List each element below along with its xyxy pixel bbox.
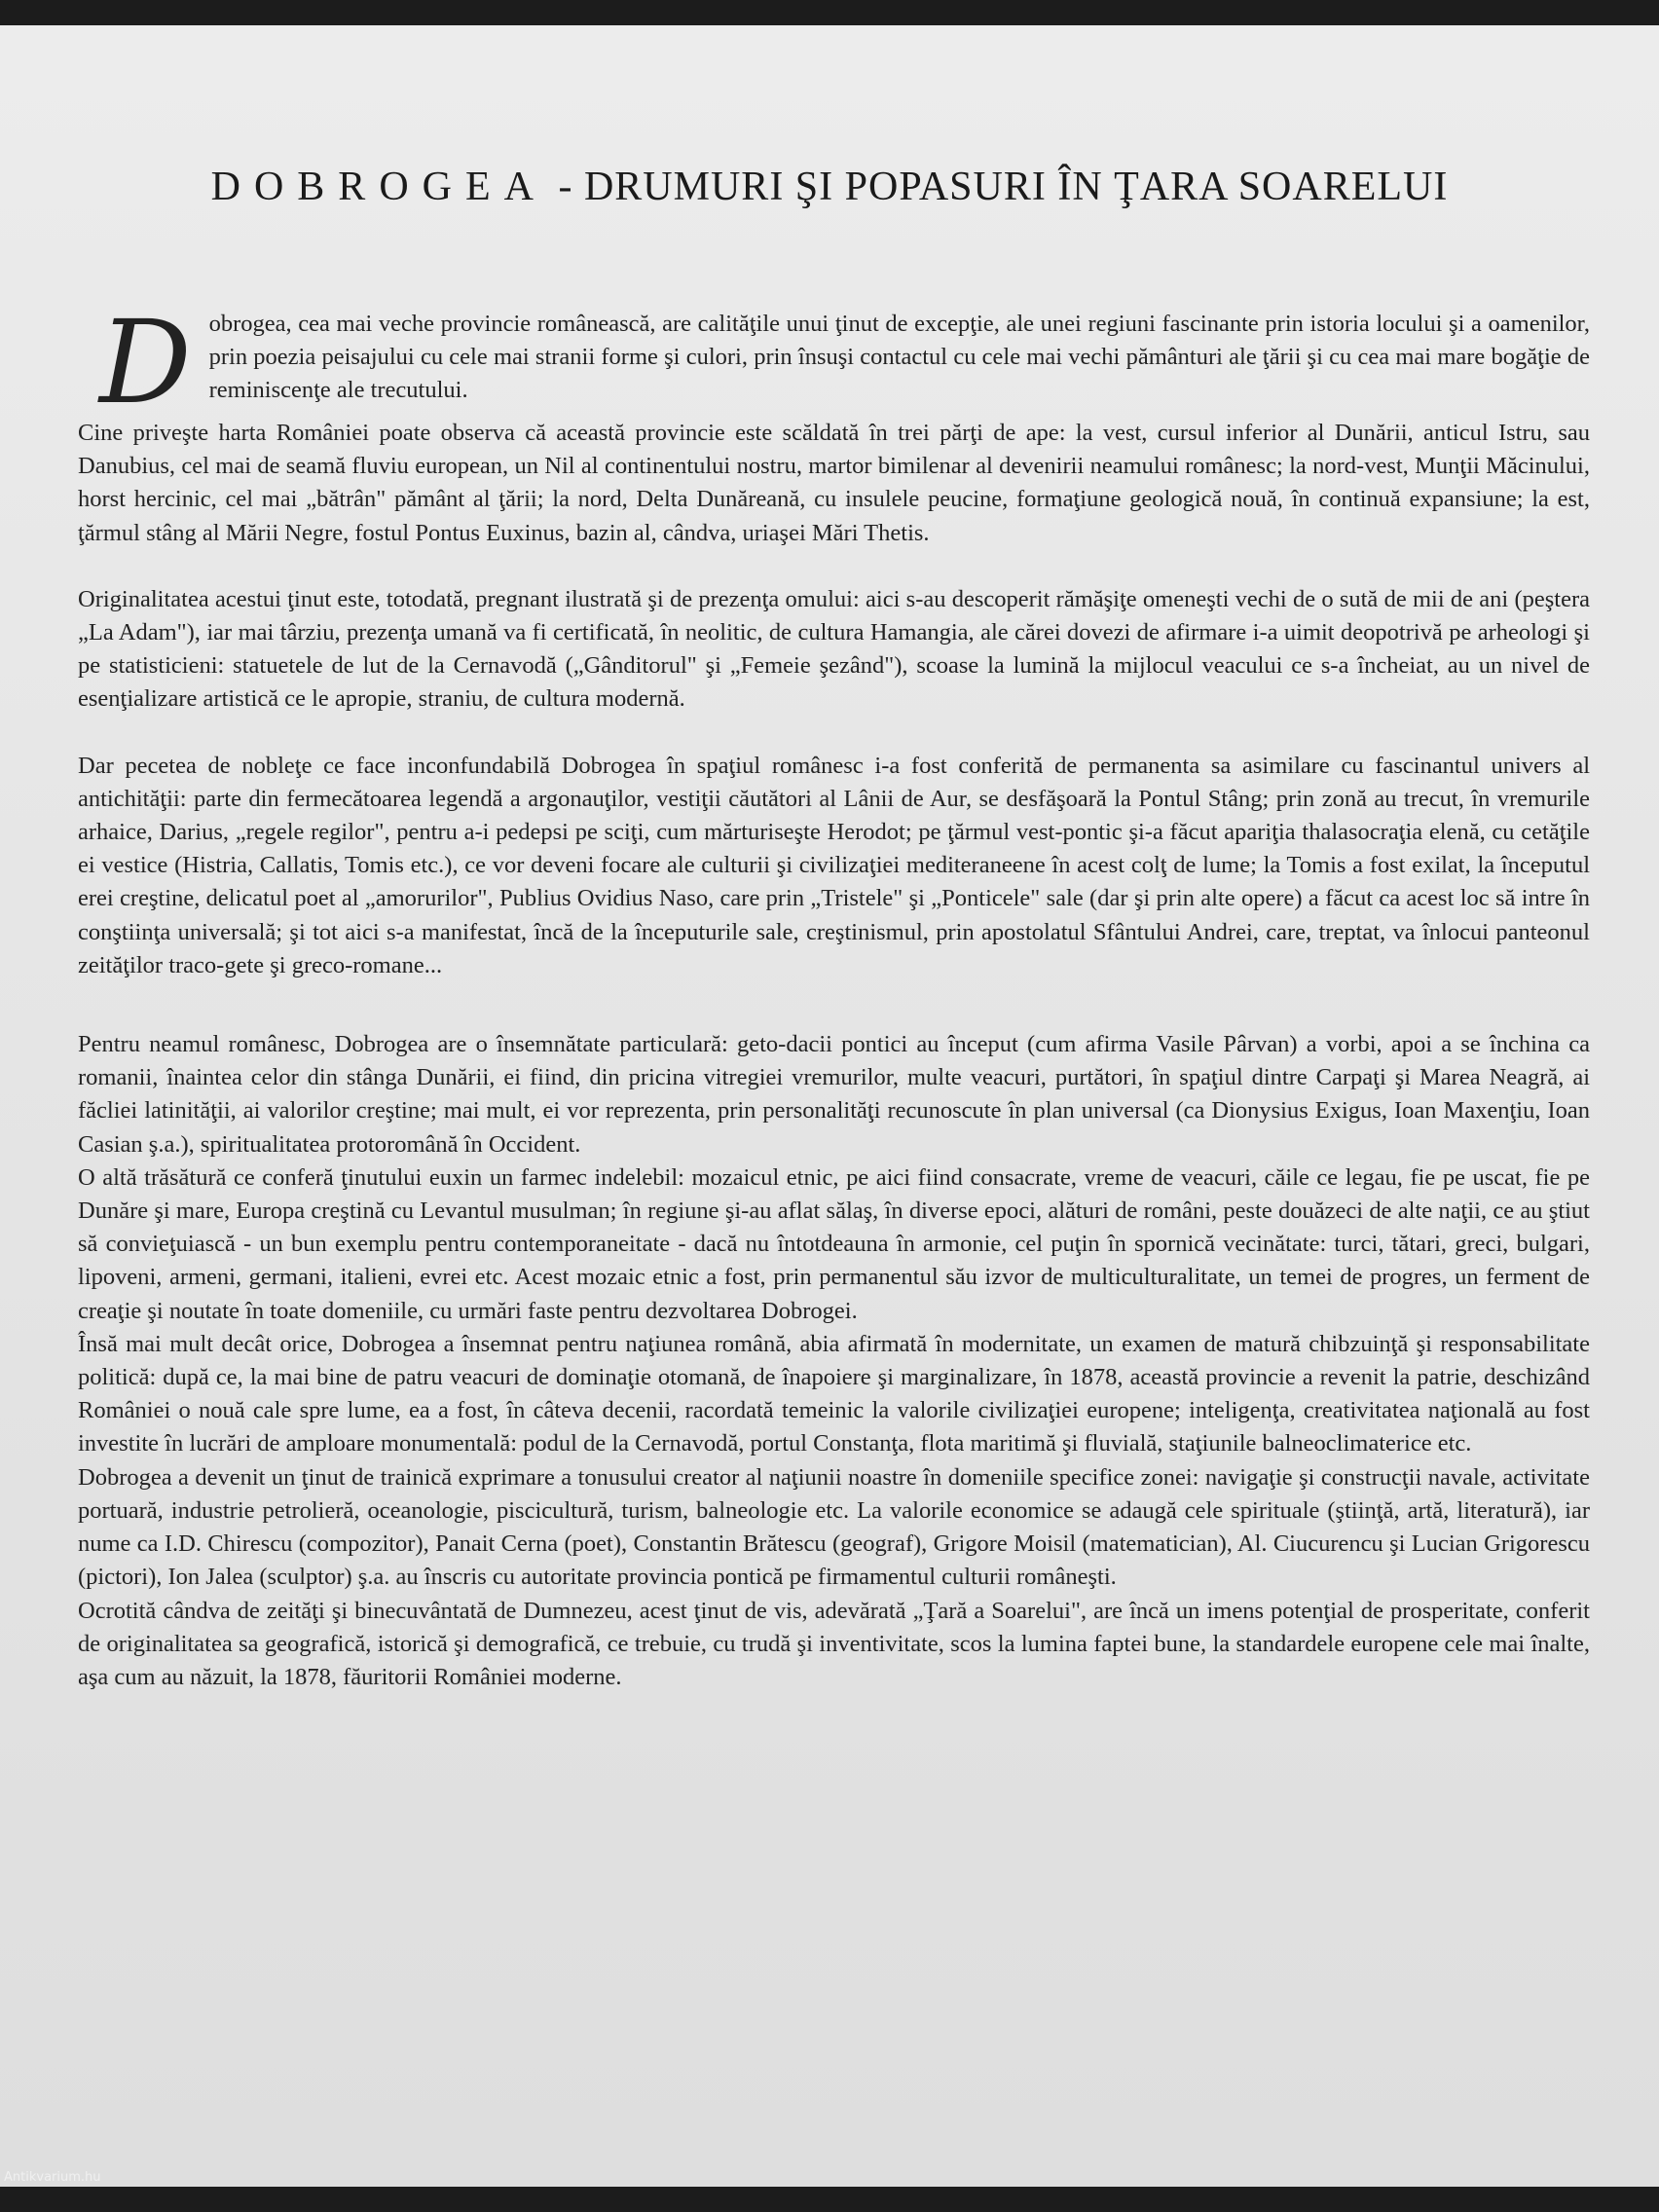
paragraph-4: Pentru neamul românesc, Dobrogea are o însemnătate particulară: geto-dacii pontici au început (cum afirma Vasile Pârvan) a vorbi, apoi a se închina ca romanii, înaintea celor din stânga Dunării, ei fiind, din pricina vitregiei vremurilor, multe veacuri, purtători, în spaţiul dintre Carpaţi şi Marea Neagră, ai făcliei latinităţii, ai valorilor creştine; mai mult, ei vor reprezenta, prin personalităţi recunoscute în plan universal (ca Dionysius Exigus, Ioan Maxenţiu, Ioan Casian ş.a.), spiritualitatea protoromână în Occident. bbox=[78, 1031, 1590, 1158]
paragraph-7: Dobrogea a devenit un ţinut de trainică exprimare a tonusului creator al naţiunii noastre în domeniile specifice zonei: navigaţie şi construcţii navale, activitate portuară, industrie petrolieră, oceanologie, piscicultură, turism, balneologie etc. La valorile economice se adaugă cele spirituale (ştiinţă, artă, literatură), iar nume ca I.D. Chirescu (compozitor), Panait Cerna (poet), Constantin Brătescu (geograf), Grigore Moisil (matematician), Al. Ciucurencu şi Lucian Grigorescu (pictori), Ion Jalea (sculptor) ş.a. au înscris cu autoritate provincia pontică pe firmamentul culturii româneşti. bbox=[78, 1463, 1590, 1591]
document-page bbox=[0, 25, 1659, 2187]
paragraph-8: Ocrotită cândva de zeităţi şi binecuvântată de Dumnezeu, acest ţinut de vis, adevărată „Ţară a Soarelui", are încă un imens potenţial de prosperitate, conferit de originalitatea sa geografică, istorică şi demografică, ce trebuie, cu trudă şi inventivitate, scos la lumina faptei bune, la standardele europene cele mai înalte, aşa cum au năzuit, la 1878, făuritorii României moderne. bbox=[78, 1597, 1590, 1690]
article-body bbox=[78, 295, 1590, 1694]
drop-cap-letter: D bbox=[99, 295, 192, 429]
paragraph-1-continued: Cine priveşte harta României poate observa că această provincie este scăldată în trei părţi de ape: la vest, cursul inferior al Dunării, anticul Istru, sau Danubius, cel mai de seamă fluviu european, un Nil al continentului nostru, martor bimilenar al devenirii neamului românesc; la nord-vest, Munţii Măcinului, horst hercinic, cel mai „bătrân" pământ al ţării; la nord, Delta Dunăreană, cu insulele peucine, formaţiune geologică nouă, în continuă expansiune; la est, ţărmul stâng al Mării Negre, fostul Pontus Euxinus, bazin al, cândva, uriaşei Mări Thetis. bbox=[78, 420, 1590, 546]
paragraph-5: O altă trăsătură ce conferă ţinutului euxin un farmec indelebil: mozaicul etnic, pe aici fiind consacrate, vreme de veacuri, căile ce legau, fie pe uscat, fie pe Dunăre şi mare, Europa creştină cu Levantul musulman; în regiune şi-au aflat sălaş, în diverse epoci, alături de români, peste douăzeci de alte naţii, ce au ştiut să convieţuiască - un bun exemplu pentru contemporaneitate - dacă nu întotdeauna în armonie, cel puţin în spornică vecinătate: turci, tătari, greci, bulgari, lipoveni, armeni, germani, italieni, evrei etc. Acest mozaic etnic a fost, prin permanentul său izvor de multiculturalitate, un temei de progres, un ferment de creaţie şi noutate în toate domeniile, cu urmări faste pentru dezvoltarea Dobrogei. bbox=[78, 1163, 1590, 1324]
title-region: DOBROGEA bbox=[210, 165, 547, 209]
paragraph-1-intro: obrogea, cea mai veche provincie românească, are calităţile unui ţinut de excepţie, ale unei regiuni fascinante prin istoria locului şi a oamenilor, prin poezia peisajului cu cele mai stranii forme şi culori, prin însuşi contactul cu cele mai vechi pământuri ale ţării şi cu cea mai mare bogăţie de reminiscenţe ale trecutului. bbox=[208, 311, 1590, 404]
paragraph-3: Dar pecetea de nobleţe ce face inconfundabilă Dobrogea în spaţiul românesc i-a fost conferită de permanenta sa asimilare cu fascinantul univers al antichităţii: parte din fermecătoarea legendă a argonauţilor, vestiţii căutători al Lânii de Aur, se desfăşoară la Pontul Stâng; prin zonă au trecut, în vremurile arhaice, Darius, „regele regilor", pentru a-i pedepsi pe sciţi, cum mărturiseşte Herodot; pe ţărmul vest-pontic şi-a făcut apariţia thalasocraţia elenă, cu cetăţile ei vestice (Histria, Callatis, Tomis etc.), ce vor deveni focare ale culturii şi civilizaţiei mediteraneene în acest colţ de lume; la Tomis a fost exilat, la începutul erei creştine, delicatul poet al „amorurilor", Publius Ovidius Naso, care prin „Tristele" şi „Ponticele" sale (dar şi prin alte opere) a făcut ca acest loc să intre în conştiinţa universală; şi tot aici s-a manifestat, încă de la începuturile sale, creştinismul, prin apostolatul Sfântului Andrei, care, treptat, va înlocui panteonul zeităţilor traco-gete şi greco-romane... bbox=[78, 752, 1590, 978]
paragraph-6: Însă mai mult decât orice, Dobrogea a însemnat pentru naţiunea română, abia afirmată în modernitate, un examen de matură chibzuinţă şi responsabilitate politică: după ce, la mai bine de patru veacuri de dominaţie otomană, de înapoiere şi marginalizare, în 1878, această provincie a revenit la patrie, deschizând României o nouă cale spre lume, ea a fost, în câteva decenii, racordată temeinic la valorile civilizaţiei europene; inteligenţa, creativitatea naţională au fost investite în lucrări de amploare monumentală: podul de la Cernavodă, portul Constanţa, flota maritimă şi fluvială, staţiunile balneoclimaterice etc. bbox=[78, 1330, 1590, 1457]
paragraph-1 bbox=[78, 295, 1590, 429]
title-subtitle: - DRUMURI ŞI POPASURI ÎN ŢARA SOAREL​UI bbox=[546, 165, 1449, 209]
paragraph-2: Originalitatea acestui ţinut este, totodată, pregnant ilustrată şi de prezenţa omului: aici s-au descoperit rămăşiţe omeneşti vechi de o sută de mii de ani (peştera „La Adam"), iar mai târziu, prezenţa umană va fi certificată, în neolitic, de cultura Hamangia, ale cărei dovezi de afirmare i-a uimit deopotrivă pe arheologi şi pe statisticieni: statuetele de lut de la Cernavodă („Gânditorul" şi „Femeie şezând"), scoase la lumină la mijlocul veacului ce s-a încheiat, au un nivel de esenţializare artistică ce le apropie, straniu, de cultura modernă. bbox=[78, 585, 1590, 713]
page-title bbox=[0, 164, 1659, 210]
watermark-text: Antikvarium.hu bbox=[4, 2170, 101, 2185]
